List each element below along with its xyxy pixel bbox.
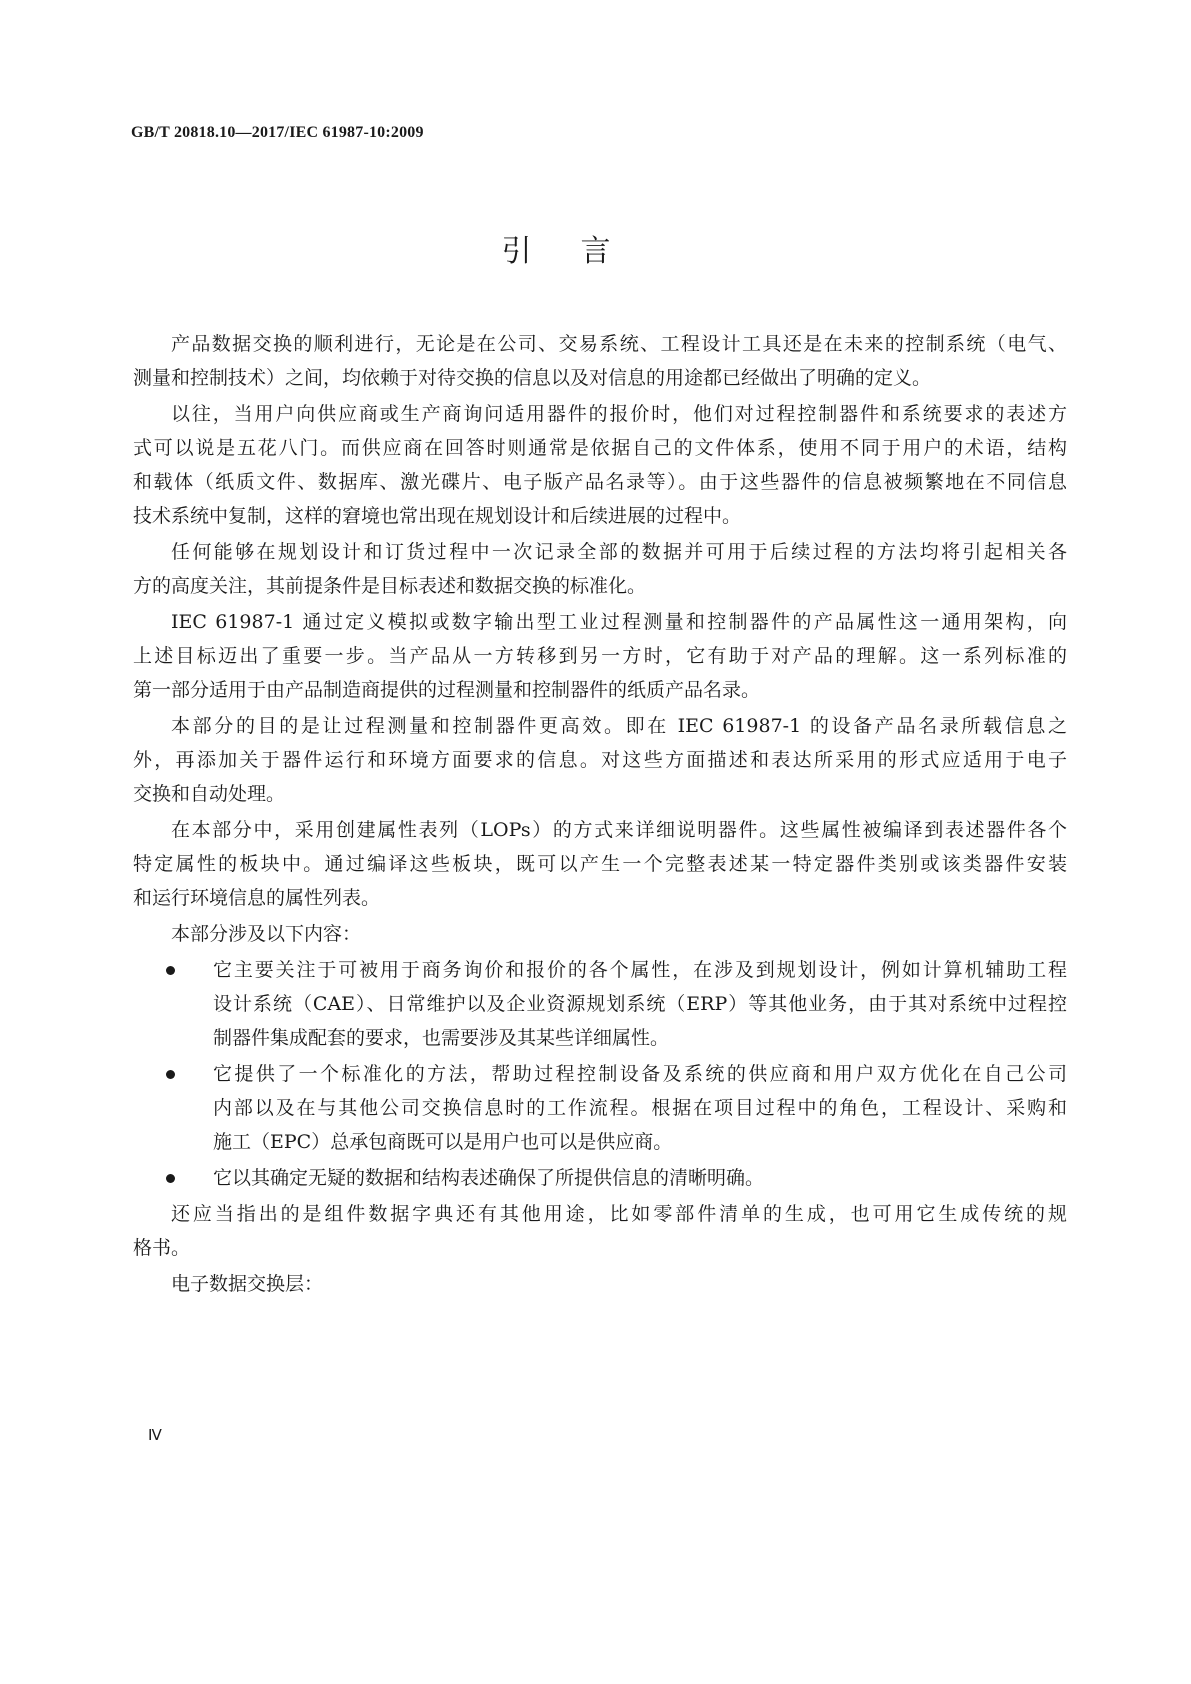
line-text: 它提供了一个标准化的方法，帮助过程控制设备及系统的供应商和用户双方优化在自己公司 [213,1063,1067,1085]
title-char: 引 [501,234,533,269]
line-text: 它主要关注于可被用于商务询价和报价的各个属性，在涉及到规划设计，例如计算机辅助工程 [213,959,1067,981]
line-text: 本部分的目的是让过程测量和控制器件更高效。即在 IEC 61987-1 的设备产品名录所载信息之 [171,715,1067,737]
page-title [0,226,1113,270]
paragraph [133,535,1067,603]
text-line [133,1091,1067,1125]
text-line [133,881,1067,915]
line-text: 技术系统中复制，这样的窘境也常出现在规划设计和后续进展的过程中。 [133,505,742,527]
bullet-icon [166,1174,175,1183]
text-line [133,361,1067,395]
line-text: 以往，当用户向供应商或生产商询问适用器件的报价时，他们对过程控制器件和系统要求的表述方 [171,403,1067,425]
bullet-item [133,1057,1067,1159]
text-line [133,743,1067,777]
line-text: 任何能够在规划设计和订货过程中一次记录全部的数据并可用于后续过程的方法均将引起相关各 [171,541,1067,563]
bullet-item [133,1161,1067,1195]
text-line [133,1197,1067,1231]
paragraph [133,813,1067,915]
line-text: 和载体（纸质文件、数据库、激光碟片、电子版产品名录等）。由于这些器件的信息被频繁地在不同信息 [133,471,1067,493]
text-line [133,431,1067,465]
line-text: 外，再添加关于器件运行和环境方面要求的信息。对这些方面描述和表达所采用的形式应适用于电子 [133,749,1067,771]
line-text: 它以其确定无疑的数据和结构表述确保了所提供信息的清晰明确。 [213,1167,765,1189]
text-line [133,1125,1067,1159]
text-line [133,917,1067,951]
line-text: 上述目标迈出了重要一步。当产品从一方转移到另一方时，它有助于对产品的理解。这一系列标准的 [133,645,1067,667]
text-line [133,639,1067,673]
line-text: 内部以及在与其他公司交换信息时的工作流程。根据在项目过程中的角色，工程设计、采购和 [213,1097,1067,1119]
bullet-icon [166,966,175,975]
document-header: GB/T 20818.10—2017/IEC 61987-10:2009 [131,124,424,141]
text-line [133,499,1067,533]
bullet-item [133,953,1067,1055]
paragraph [133,397,1067,533]
text-line [133,673,1067,707]
page-number: Ⅳ [148,1428,162,1444]
text-line [133,327,1067,361]
line-text: 本部分涉及以下内容： [171,923,362,945]
line-text: 式可以说是五花八门。而供应商在回答时则通常是依据自己的文件体系，使用不同于用户的术语，结构 [133,437,1067,459]
line-text: 格书。 [133,1237,191,1259]
line-text: 交换和自动处理。 [133,783,286,805]
text-line [133,1267,1067,1301]
line-text: 设计系统（CAE）、日常维护以及企业资源规划系统（ERP）等其他业务，由于其对系统中过程控 [213,993,1067,1015]
line-text: 第一部分适用于由产品制造商提供的过程测量和控制器件的纸质产品名录。 [133,679,761,701]
line-text: 产品数据交换的顺利进行，无论是在公司、交易系统、工程设计工具还是在未来的控制系统（电气、 [171,333,1067,355]
text-line [133,465,1067,499]
document-body [133,327,1067,1303]
bullet-icon [166,1070,175,1079]
text-line [133,605,1067,639]
line-text: 制器件集成配套的要求，也需要涉及其某些详细属性。 [213,1027,670,1049]
line-text: 在本部分中，采用创建属性表列（LOPs）的方式来详细说明器件。这些属性被编译到表述器件各个 [171,819,1067,841]
line-text: 测量和控制技术）之间，均依赖于对待交换的信息以及对信息的用途都已经做出了明确的定义。 [133,367,932,389]
text-line [133,535,1067,569]
text-line [133,987,1067,1021]
text-line [133,1057,1067,1091]
text-line [133,569,1067,603]
text-line [133,1021,1067,1055]
text-line [133,1161,1067,1195]
line-text: 特定属性的板块中。通过编译这些板块，既可以产生一个完整表述某一特定器件类别或该类器件安装 [133,853,1067,875]
line-text: 还应当指出的是组件数据字典还有其他用途，比如零部件清单的生成，也可用它生成传统的规 [171,1203,1067,1225]
text-line [133,847,1067,881]
line-text: IEC 61987-1 通过定义模拟或数字输出型工业过程测量和控制器件的产品属性这一通用架构，向 [171,611,1067,633]
title-char: 言 [580,234,612,269]
paragraph [133,1197,1067,1265]
line-text: 电子数据交换层： [171,1273,324,1295]
text-line [133,397,1067,431]
text-line [133,813,1067,847]
text-line [133,953,1067,987]
line-text: 和运行环境信息的属性列表。 [133,887,381,909]
text-line [133,777,1067,811]
paragraph [133,709,1067,811]
text-line [133,709,1067,743]
paragraph [133,917,1067,951]
text-line [133,1231,1067,1265]
paragraph [133,605,1067,707]
paragraph [133,1267,1067,1301]
line-text: 方的高度关注，其前提条件是目标表述和数据交换的标准化。 [133,575,647,597]
paragraph [133,327,1067,395]
line-text: 施工（EPC）总承包商既可以是用户也可以是供应商。 [213,1131,673,1153]
